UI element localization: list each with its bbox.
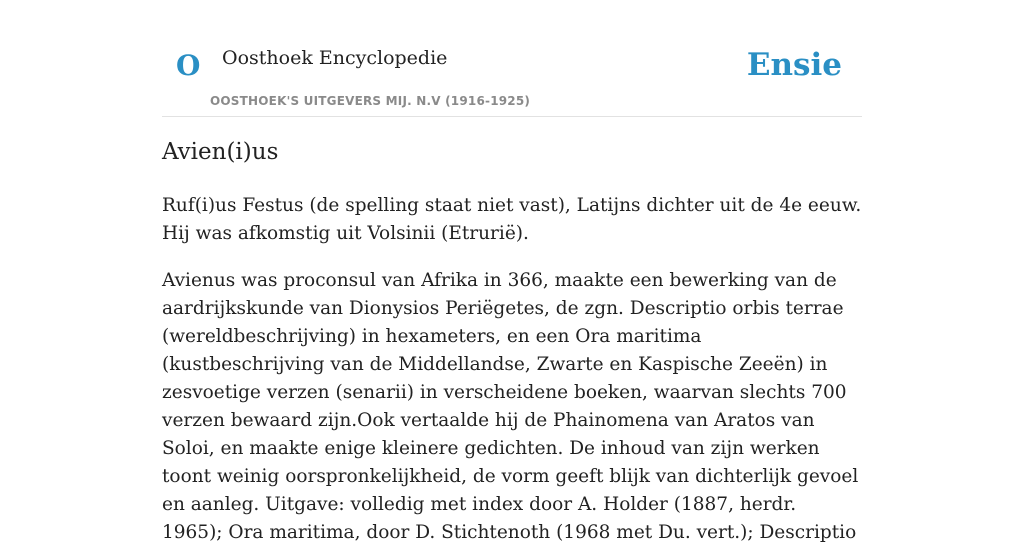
ensie-brand-logo[interactable]: Ensie [746,47,842,83]
page-container [162,0,862,543]
source-header [162,0,862,117]
source-logo[interactable]: O [176,49,201,82]
article-paragraph: Avienus was proconsul van Afrika in 366, maakte een bewerking van de aardrijkskunde van Dionysios Periëgetes, de zgn. Descriptio orbis terrae (wereldbeschrijving) in hexameters, en een Ora maritima (kustbeschrijving van de Middellandse, Zwarte en Kaspische Zeeën) in zesvoetige verzen (senarii) in verscheidene boeken, waarvan slechts 700 verzen bewaard zijn.Ook vertaalde hij de Phainomena van Aratos van Soloi, en maakte enige kleinere gedichten. De inhoud van zijn werken toont weinig oorspronkelijkheid, de vorm geeft blijk van dichterlijk gevoel en aanleg. Uitgave: volledig met index door A. Holder (1887, herdr. 1965); Ora maritima, door D. Stichtenoth (1968 met Du. vert.); Descriptio [162,270,859,543]
source-name-link[interactable]: Oosthoek Encyclopedie [222,47,448,69]
article-title: Avien(i)us [162,139,279,165]
publisher-label: OOSTHOEK'S UITGEVERS MIJ. N.V (1916-1925) [210,94,531,108]
article-paragraph: Ruf(i)us Festus (de spelling staat niet vast), Latijns dichter uit de 4e eeuw. Hij was afkomstig uit Volsinii (Etrurië). [162,195,862,244]
